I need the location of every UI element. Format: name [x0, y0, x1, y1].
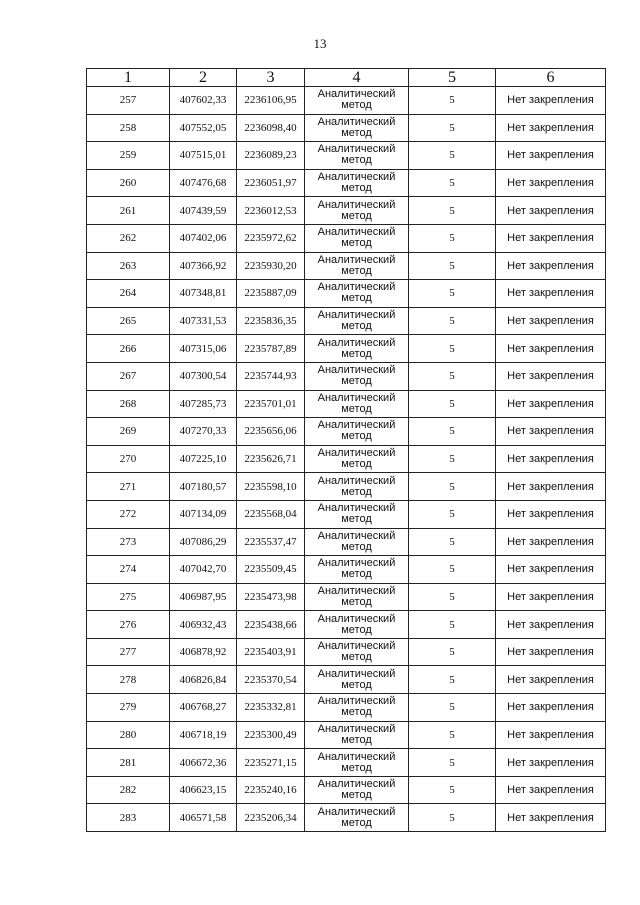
method-cell: [305, 390, 409, 418]
method-cell: [305, 114, 409, 142]
table-row: [87, 776, 606, 804]
x-coordinate-cell: 407515,01: [170, 142, 237, 170]
method-line-2: метод: [341, 347, 372, 360]
y-coordinate-cell: 2235473,98: [237, 583, 305, 611]
fixation-cell: Нет закрепления: [496, 87, 606, 115]
table-row: [87, 500, 606, 528]
table-row: [87, 224, 606, 252]
method-cell: [305, 335, 409, 363]
fixation-cell: Нет закрепления: [496, 721, 606, 749]
method-line-1: Аналитический: [317, 557, 396, 570]
x-coordinate-cell: 406718,19: [170, 721, 237, 749]
x-coordinate-cell: 406987,95: [170, 583, 237, 611]
table-row: [87, 804, 606, 832]
accuracy-cell: 5: [409, 224, 496, 252]
accuracy-cell: 5: [409, 307, 496, 335]
method-line-2: метод: [341, 485, 372, 498]
x-coordinate-cell: 407225,10: [170, 445, 237, 473]
y-coordinate-cell: 2235403,91: [237, 638, 305, 666]
point-number-cell: 279: [87, 694, 170, 722]
x-coordinate-cell: 407602,33: [170, 87, 237, 115]
column-header-2: 2: [170, 69, 237, 87]
y-coordinate-cell: 2235701,01: [237, 390, 305, 418]
accuracy-cell: 5: [409, 87, 496, 115]
fixation-cell: Нет закрепления: [496, 169, 606, 197]
point-number-cell: 267: [87, 362, 170, 390]
method-line-2: метод: [341, 237, 372, 250]
column-header-3: 3: [237, 69, 305, 87]
x-coordinate-cell: 406932,43: [170, 611, 237, 639]
y-coordinate-cell: 2236089,23: [237, 142, 305, 170]
point-number-cell: 273: [87, 528, 170, 556]
table-row: [87, 528, 606, 556]
x-coordinate-cell: 407348,81: [170, 280, 237, 308]
accuracy-cell: 5: [409, 114, 496, 142]
table-row: [87, 114, 606, 142]
method-line-2: метод: [341, 706, 372, 719]
accuracy-cell: 5: [409, 638, 496, 666]
table-row: [87, 445, 606, 473]
method-line-2: метод: [341, 264, 372, 277]
x-coordinate-cell: 407439,59: [170, 197, 237, 225]
point-number-cell: 274: [87, 556, 170, 584]
method-line-1: Аналитический: [317, 640, 396, 653]
accuracy-cell: 5: [409, 804, 496, 832]
x-coordinate-cell: 407315,06: [170, 335, 237, 363]
method-line-2: метод: [341, 761, 372, 774]
column-header-5: 5: [409, 69, 496, 87]
fixation-cell: Нет закрепления: [496, 307, 606, 335]
table-row: [87, 169, 606, 197]
fixation-cell: Нет закрепления: [496, 611, 606, 639]
point-number-cell: 272: [87, 500, 170, 528]
point-number-cell: 276: [87, 611, 170, 639]
method-line-1: Аналитический: [317, 419, 396, 432]
fixation-cell: Нет закрепления: [496, 224, 606, 252]
table-row: [87, 418, 606, 446]
method-line-1: Аналитический: [317, 171, 396, 184]
method-line-1: Аналитический: [317, 695, 396, 708]
x-coordinate-cell: 406623,15: [170, 776, 237, 804]
accuracy-cell: 5: [409, 252, 496, 280]
method-cell: [305, 721, 409, 749]
fixation-cell: Нет закрепления: [496, 362, 606, 390]
method-line-2: метод: [341, 789, 372, 802]
method-cell: [305, 804, 409, 832]
column-header-6: 6: [496, 69, 606, 87]
y-coordinate-cell: 2235206,34: [237, 804, 305, 832]
method-cell: [305, 556, 409, 584]
y-coordinate-cell: 2235300,49: [237, 721, 305, 749]
method-cell: [305, 528, 409, 556]
table-row: [87, 611, 606, 639]
x-coordinate-cell: 407366,92: [170, 252, 237, 280]
x-coordinate-cell: 407180,57: [170, 473, 237, 501]
method-line-2: метод: [341, 154, 372, 167]
fixation-cell: Нет закрепления: [496, 749, 606, 777]
x-coordinate-cell: 407086,29: [170, 528, 237, 556]
fixation-cell: Нет закрепления: [496, 390, 606, 418]
point-number-cell: 280: [87, 721, 170, 749]
x-coordinate-cell: 406878,92: [170, 638, 237, 666]
x-coordinate-cell: 407134,09: [170, 500, 237, 528]
point-number-cell: 264: [87, 280, 170, 308]
accuracy-cell: 5: [409, 611, 496, 639]
method-line-1: Аналитический: [317, 115, 396, 128]
point-number-cell: 260: [87, 169, 170, 197]
y-coordinate-cell: 2235240,16: [237, 776, 305, 804]
fixation-cell: Нет закрепления: [496, 776, 606, 804]
x-coordinate-cell: 407042,70: [170, 556, 237, 584]
fixation-cell: Нет закрепления: [496, 252, 606, 280]
point-number-cell: 259: [87, 142, 170, 170]
y-coordinate-cell: 2235370,54: [237, 666, 305, 694]
y-coordinate-cell: 2235656,06: [237, 418, 305, 446]
point-number-cell: 281: [87, 749, 170, 777]
fixation-cell: Нет закрепления: [496, 114, 606, 142]
point-number-cell: 282: [87, 776, 170, 804]
accuracy-cell: 5: [409, 556, 496, 584]
method-line-2: метод: [341, 292, 372, 305]
table-row: [87, 473, 606, 501]
table-row: [87, 87, 606, 115]
y-coordinate-cell: 2235509,45: [237, 556, 305, 584]
method-cell: [305, 87, 409, 115]
y-coordinate-cell: 2235438,66: [237, 611, 305, 639]
accuracy-cell: 5: [409, 197, 496, 225]
point-number-cell: 266: [87, 335, 170, 363]
method-cell: [305, 418, 409, 446]
method-cell: [305, 694, 409, 722]
fixation-cell: Нет закрепления: [496, 418, 606, 446]
coordinates-table: [86, 68, 606, 832]
y-coordinate-cell: 2235568,04: [237, 500, 305, 528]
y-coordinate-cell: 2235887,09: [237, 280, 305, 308]
method-line-1: Аналитический: [317, 447, 396, 460]
method-line-1: Аналитический: [317, 309, 396, 322]
accuracy-cell: 5: [409, 583, 496, 611]
point-number-cell: 268: [87, 390, 170, 418]
x-coordinate-cell: 407270,33: [170, 418, 237, 446]
table-body: [87, 87, 606, 832]
table-row: [87, 390, 606, 418]
accuracy-cell: 5: [409, 721, 496, 749]
y-coordinate-cell: 2235787,89: [237, 335, 305, 363]
method-line-1: Аналитический: [317, 722, 396, 735]
accuracy-cell: 5: [409, 390, 496, 418]
method-line-2: метод: [341, 816, 372, 829]
method-cell: [305, 197, 409, 225]
table-row: [87, 335, 606, 363]
header-row: [87, 69, 606, 87]
fixation-cell: Нет закрепления: [496, 556, 606, 584]
method-line-1: Аналитический: [317, 502, 396, 515]
method-line-2: метод: [341, 678, 372, 691]
point-number-cell: 265: [87, 307, 170, 335]
method-line-1: Аналитический: [317, 778, 396, 791]
y-coordinate-cell: 2235598,10: [237, 473, 305, 501]
method-cell: [305, 776, 409, 804]
accuracy-cell: 5: [409, 694, 496, 722]
method-line-1: Аналитический: [317, 336, 396, 349]
fixation-cell: Нет закрепления: [496, 804, 606, 832]
method-line-1: Аналитический: [317, 364, 396, 377]
method-line-1: Аналитический: [317, 612, 396, 625]
table-row: [87, 252, 606, 280]
method-cell: [305, 362, 409, 390]
x-coordinate-cell: 407402,06: [170, 224, 237, 252]
method-cell: [305, 169, 409, 197]
method-cell: [305, 142, 409, 170]
method-cell: [305, 583, 409, 611]
fixation-cell: Нет закрепления: [496, 335, 606, 363]
accuracy-cell: 5: [409, 528, 496, 556]
y-coordinate-cell: 2236051,97: [237, 169, 305, 197]
method-line-1: Аналитический: [317, 281, 396, 294]
table-row: [87, 638, 606, 666]
table-row: [87, 197, 606, 225]
method-line-2: метод: [341, 209, 372, 222]
y-coordinate-cell: 2235930,20: [237, 252, 305, 280]
accuracy-cell: 5: [409, 280, 496, 308]
y-coordinate-cell: 2235626,71: [237, 445, 305, 473]
fixation-cell: Нет закрепления: [496, 500, 606, 528]
method-line-1: Аналитический: [317, 667, 396, 680]
table-row: [87, 666, 606, 694]
x-coordinate-cell: 406672,36: [170, 749, 237, 777]
method-line-1: Аналитический: [317, 143, 396, 156]
point-number-cell: 262: [87, 224, 170, 252]
y-coordinate-cell: 2235744,93: [237, 362, 305, 390]
method-line-1: Аналитический: [317, 529, 396, 542]
fixation-cell: Нет закрепления: [496, 445, 606, 473]
table-row: [87, 694, 606, 722]
y-coordinate-cell: 2236012,53: [237, 197, 305, 225]
fixation-cell: Нет закрепления: [496, 528, 606, 556]
x-coordinate-cell: 407552,05: [170, 114, 237, 142]
fixation-cell: Нет закрепления: [496, 583, 606, 611]
x-coordinate-cell: 406768,27: [170, 694, 237, 722]
table-row: [87, 142, 606, 170]
method-cell: [305, 500, 409, 528]
method-cell: [305, 611, 409, 639]
method-line-1: Аналитический: [317, 805, 396, 818]
y-coordinate-cell: 2235271,15: [237, 749, 305, 777]
y-coordinate-cell: 2235836,35: [237, 307, 305, 335]
point-number-cell: 261: [87, 197, 170, 225]
accuracy-cell: 5: [409, 418, 496, 446]
point-number-cell: 269: [87, 418, 170, 446]
accuracy-cell: 5: [409, 142, 496, 170]
method-cell: [305, 307, 409, 335]
method-line-2: метод: [341, 402, 372, 415]
method-cell: [305, 666, 409, 694]
method-line-1: Аналитический: [317, 253, 396, 266]
point-number-cell: 271: [87, 473, 170, 501]
method-line-1: Аналитический: [317, 226, 396, 239]
method-line-1: Аналитический: [317, 474, 396, 487]
y-coordinate-cell: 2235537,47: [237, 528, 305, 556]
method-line-2: метод: [341, 595, 372, 608]
table-row: [87, 362, 606, 390]
fixation-cell: Нет закрепления: [496, 197, 606, 225]
accuracy-cell: 5: [409, 169, 496, 197]
accuracy-cell: 5: [409, 445, 496, 473]
point-number-cell: 263: [87, 252, 170, 280]
table-row: [87, 721, 606, 749]
fixation-cell: Нет закрепления: [496, 694, 606, 722]
point-number-cell: 257: [87, 87, 170, 115]
method-cell: [305, 638, 409, 666]
method-line-2: метод: [341, 651, 372, 664]
method-line-1: Аналитический: [317, 88, 396, 101]
x-coordinate-cell: 407331,53: [170, 307, 237, 335]
column-header-4: 4: [305, 69, 409, 87]
point-number-cell: 275: [87, 583, 170, 611]
x-coordinate-cell: 406826,84: [170, 666, 237, 694]
y-coordinate-cell: 2236098,40: [237, 114, 305, 142]
method-line-1: Аналитический: [317, 584, 396, 597]
method-cell: [305, 252, 409, 280]
table-row: [87, 749, 606, 777]
column-header-1: 1: [87, 69, 170, 87]
method-cell: [305, 280, 409, 308]
table-row: [87, 307, 606, 335]
accuracy-cell: 5: [409, 776, 496, 804]
accuracy-cell: 5: [409, 500, 496, 528]
method-line-2: метод: [341, 126, 372, 139]
accuracy-cell: 5: [409, 362, 496, 390]
x-coordinate-cell: 406571,58: [170, 804, 237, 832]
method-line-2: метод: [341, 540, 372, 553]
accuracy-cell: 5: [409, 666, 496, 694]
method-line-2: метод: [341, 430, 372, 443]
x-coordinate-cell: 407285,73: [170, 390, 237, 418]
point-number-cell: 277: [87, 638, 170, 666]
method-line-2: метод: [341, 320, 372, 333]
method-line-1: Аналитический: [317, 198, 396, 211]
method-cell: [305, 473, 409, 501]
y-coordinate-cell: 2236106,95: [237, 87, 305, 115]
accuracy-cell: 5: [409, 335, 496, 363]
point-number-cell: 270: [87, 445, 170, 473]
fixation-cell: Нет закрепления: [496, 473, 606, 501]
accuracy-cell: 5: [409, 473, 496, 501]
y-coordinate-cell: 2235972,62: [237, 224, 305, 252]
table-row: [87, 280, 606, 308]
x-coordinate-cell: 407476,68: [170, 169, 237, 197]
fixation-cell: Нет закрепления: [496, 280, 606, 308]
method-line-1: Аналитический: [317, 750, 396, 763]
y-coordinate-cell: 2235332,81: [237, 694, 305, 722]
method-cell: [305, 224, 409, 252]
method-line-2: метод: [341, 375, 372, 388]
method-line-2: метод: [341, 182, 372, 195]
fixation-cell: Нет закрепления: [496, 638, 606, 666]
point-number-cell: 278: [87, 666, 170, 694]
method-line-2: метод: [341, 458, 372, 471]
method-cell: [305, 749, 409, 777]
accuracy-cell: 5: [409, 749, 496, 777]
method-line-2: метод: [341, 623, 372, 636]
point-number-cell: 283: [87, 804, 170, 832]
fixation-cell: Нет закрепления: [496, 142, 606, 170]
method-cell: [305, 445, 409, 473]
method-line-2: метод: [341, 568, 372, 581]
point-number-cell: 258: [87, 114, 170, 142]
table-header: [87, 69, 606, 87]
method-line-2: метод: [341, 733, 372, 746]
method-line-2: метод: [341, 99, 372, 112]
method-line-1: Аналитический: [317, 391, 396, 404]
fixation-cell: Нет закрепления: [496, 666, 606, 694]
method-line-2: метод: [341, 513, 372, 526]
table-row: [87, 583, 606, 611]
x-coordinate-cell: 407300,54: [170, 362, 237, 390]
table-row: [87, 556, 606, 584]
page-number: 13: [313, 36, 327, 51]
